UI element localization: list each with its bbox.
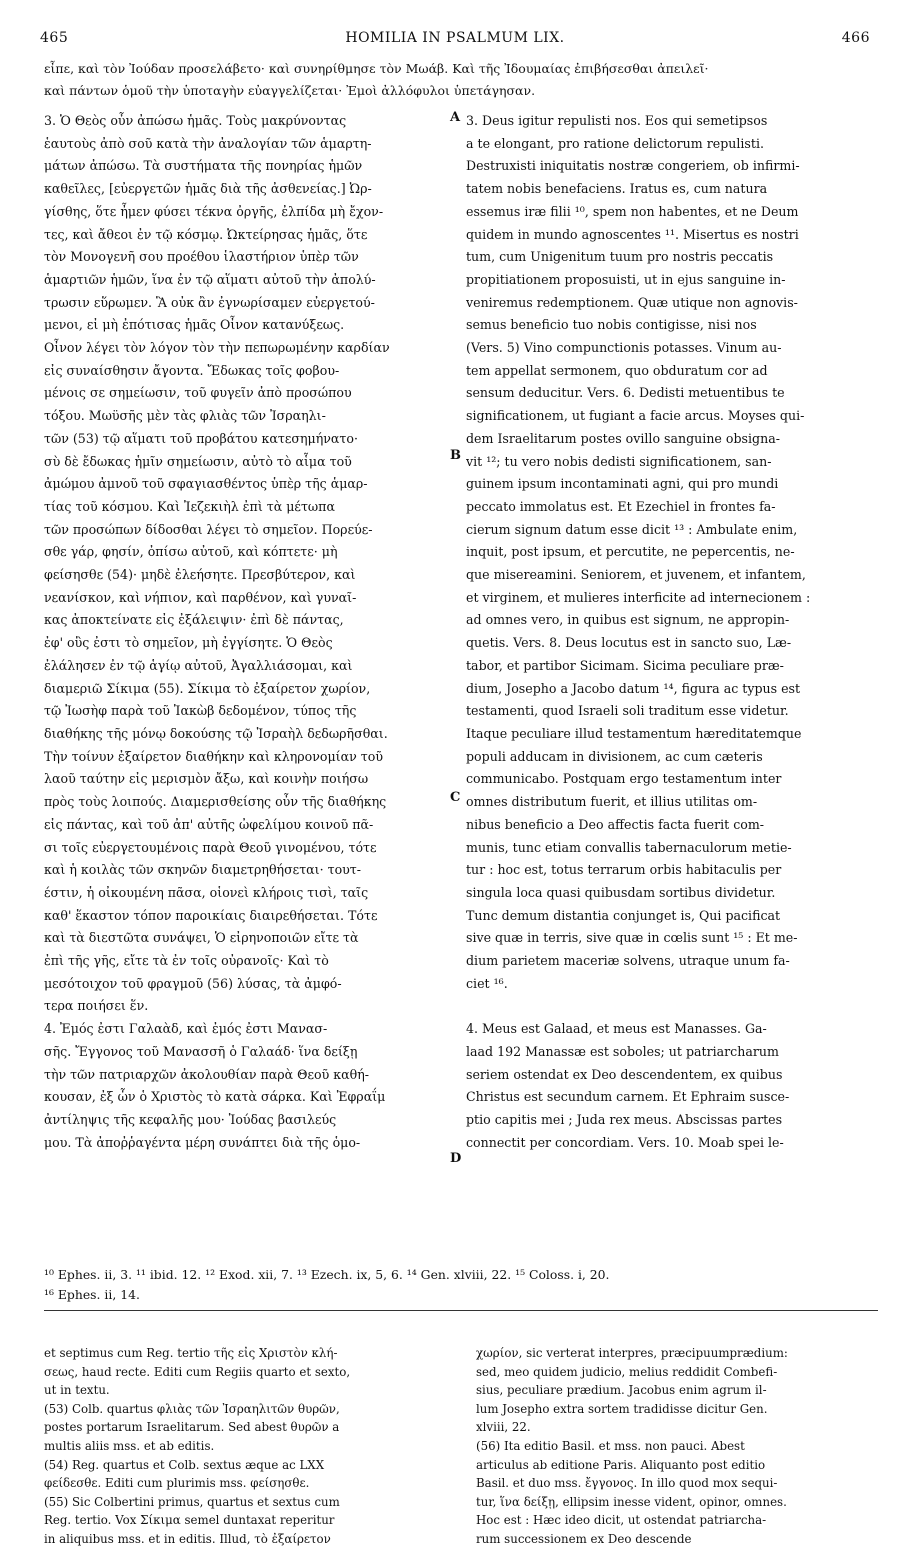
greek-text-line: τὸν Μονογενῆ σου προέθου ἱλαστήριον ὑπὲρ τῶν: [44, 249, 359, 265]
greek-text-line: κουσαν, ἐξ ὧν ὁ Χριστὸς τὸ κατὰ σάρκα. Καὶ Ἐφραΐμ: [44, 1089, 386, 1105]
latin-text-line: 3. Deus igitur repulisti nos. Eos qui semetipsos: [466, 113, 768, 128]
greek-text-line: μεσότοιχον τοῦ φραγμοῦ (56) λύσας, τὰ ἀμφό-: [44, 975, 342, 991]
latin-text-line: tur : hoc est, totus terrarum orbis habitaculis per: [466, 862, 782, 878]
note-line: Reg. tertio. Vox Σίκιμα semel duntaxat reperitur: [44, 1513, 335, 1528]
greek-text-line: 3. Ὁ Θεὸς οὖν ἀπώσω ἡμᾶς. Τοὺς μακρύνοντας: [44, 113, 347, 128]
greek-text-line: τες, καὶ ἄθεοι ἐν τῷ κόσμῳ. Ὠκτείρησας ἡμᾶς, ὅτε: [44, 226, 368, 242]
latin-text-line: dem Israelitarum postes ovillo sanguine obsigna-: [466, 430, 780, 446]
greek-text-line: τῶν προσώπων δίδοσθαι λέγει τὸ σημεῖον. Πορεύε-: [44, 521, 373, 537]
greek-text-line: ἀμώμου ἀμνοῦ τοῦ σφαγιασθέντος ὑπὲρ τῆς ἁμαρ-: [44, 476, 368, 492]
greek-text-line: μάτων ἀπώσω. Τὰ συστήματα τῆς πονηρίας ἡμῶν: [44, 158, 363, 174]
latin-text-line: significationem, ut fugiant a facie arcus. Moyses qui-: [466, 408, 805, 424]
note-line: et septimus cum Reg. tertio τῆς εἰς Χριστὸν κλή-: [44, 1346, 338, 1360]
greek-text-line: ἁμαρτιῶν ἡμῶν, ἵνα ἐν τῷ αἵματι αὐτοῦ τὴν ἀπολύ-: [44, 271, 376, 287]
latin-text-line: guinem ipsum incontaminati agni, qui pro mundi: [466, 476, 779, 492]
latin-text-line: ad omnes vero, in quibus est signum, ne appropin-: [466, 612, 790, 628]
greek-text-line: ἐφ' οὓς ἐστι τὸ σημεῖον, μὴ ἐγγίσητε. Ὁ Θεὸς: [44, 635, 333, 651]
latin-text-line: laad 192 Manassæ est soboles; ut patriarcharum: [466, 1043, 779, 1059]
greek-text-line: σὺ δὲ ἔδωκας ἡμῖν σημείωσιν, αὐτὸ τὸ αἷμα τοῦ: [44, 453, 352, 469]
latin-text-line: testamenti, quod Israeli soli traditum esse videtur.: [466, 703, 789, 719]
footnote-refs: ¹⁶ Ephes. ii, 14.: [44, 1287, 140, 1302]
greek-text-line: σῆς. Ἔγγονος τοῦ Μανασσῆ ὁ Γαλαάδ· ἵνα δείξῃ: [44, 1043, 358, 1059]
greek-text-line: μενοι, εἰ μὴ ἐπότισας ἡμᾶς Οἶνον κατανύξεως.: [44, 317, 345, 333]
note-line: (56) Ita editio Basil. et mss. non pauci. Abest: [476, 1438, 745, 1453]
page-number-left: 465: [40, 30, 69, 46]
intro-greek-text: [44, 58, 874, 102]
latin-text-line: Destruxisti iniquitatis nostræ congeriem, ob infirmi-: [466, 158, 800, 174]
running-header: [40, 30, 870, 52]
page-number-right: 466: [841, 30, 870, 46]
greek-text-line: έστιν, ἡ οἰκουμένη πᾶσα, οἱονεὶ κλήροις τισὶ, ταῖς: [44, 884, 369, 900]
greek-text-line: νεανίσκον, καὶ νήπιον, καὶ παρθένον, καὶ γυναῖ-: [44, 589, 357, 605]
latin-text-line: semus beneficio tuo nobis contigisse, nisi nos: [466, 317, 757, 333]
note-line: rum successionem ex Deo descende: [476, 1531, 692, 1546]
note-line: articulus ab editione Paris. Aliquanto post editio: [476, 1457, 766, 1472]
latin-text-line: tum, cum Unigenitum tuum pro nostris peccatis: [466, 249, 774, 265]
greek-text-line: καθεῖλες, [εὐεργετῶν ἡμᾶς διὰ τῆς ἀσθενείας.] Ὠρ-: [44, 181, 372, 197]
note-line: χωρίον, sic verterat interpres, præcipuumprædium:: [476, 1346, 788, 1360]
latin-text-line: tatem nobis benefaciens. Iratus es, cum natura: [466, 181, 768, 197]
latin-text-line: que misereamini. Seniorem, et juvenem, et infantem,: [466, 567, 806, 583]
margin-marker-a: A: [450, 110, 461, 125]
greek-text-line: διαθήκης τῆς μόνῳ δοκούσης τῷ Ἰσραὴλ δεδωρῆσθαι.: [44, 725, 388, 741]
greek-text-line: διαμεριῶ Σίκιμα (55). Σίκιμα τὸ ἐξαίρετον χωρίον,: [44, 680, 371, 696]
note-line: σεως, haud recte. Editi cum Regiis quarto et sexto,: [44, 1364, 351, 1379]
note-line: sed, meo quidem judicio, melius reddidit Combefi-: [476, 1364, 778, 1379]
note-line: xlviii, 22.: [476, 1420, 531, 1435]
greek-text-line: εἰς συναίσθησιν ἄγοντα. Ἔδωκας τοῖς φοβου-: [44, 362, 340, 378]
latin-text-line: dium parietem maceriæ solvens, utraque unum fa-: [466, 953, 790, 969]
latin-text-line: quetis. Vers. 8. Deus locutus est in sancto suo, Læ-: [466, 635, 792, 651]
greek-text-line: ἑαυτοὺς ἀπὸ σοῦ κατὰ τὴν ἀναλογίαν τῶν ἁμαρτη-: [44, 135, 372, 151]
latin-text-line: Christus est secundum carnem. Et Ephraim susce-: [466, 1089, 790, 1105]
greek-text-line: λαοῦ ταύτην εἰς μερισμὸν ἄξω, καὶ κοινὴν ποιήσω: [44, 771, 369, 787]
text-line: εἶπε, καὶ τὸν Ἰούδαν προσελάβετο· καὶ συνηρίθμησε τὸν Μωάβ. Καὶ τῆς Ἰδουμαίας ἐπιβήσεσθαι ἀπειλεῖ·: [44, 61, 709, 76]
latin-text-line: ciet ¹⁶.: [466, 975, 508, 991]
latin-text-line: veniremus redemptionem. Quæ utique non agnovis-: [466, 294, 798, 310]
note-line: postes portarum Israelitarum. Sed abest θυρῶν a: [44, 1420, 340, 1435]
note-line: lum Josepho extra sortem tradidisse dicitur Gen.: [476, 1401, 768, 1416]
note-line: ut in textu.: [44, 1383, 110, 1398]
latin-text-line: Tunc demum distantia conjunget is, Qui pacificat: [466, 907, 781, 923]
greek-text-line: μένοις σε σημείωσιν, τοῦ φυγεῖν ἀπὸ προσώπου: [44, 385, 352, 401]
latin-text-line: peccato immolatus est. Et Ezechiel in frontes fa-: [466, 498, 776, 514]
greek-text-line: καὶ τὰ διεστῶτα συνάψει, Ὁ εἰρηνοποιῶν εἴτε τὰ: [44, 930, 359, 946]
latin-text-line: cierum signum datum esse dicit ¹³ : Ambulate enim,: [466, 521, 798, 537]
note-line: Hoc est : Hæc ideo dicit, ut ostendat patriarcha-: [476, 1513, 767, 1528]
latin-text-line: [466, 995, 876, 1018]
latin-text-line: inquit, post ipsum, et percutite, ne pepercentis, ne-: [466, 544, 795, 560]
note-line: sius, peculiare prædium. Jacobus enim agrum il-: [476, 1383, 767, 1398]
latin-text-line: sive quæ in terris, sive quæ in cœlis sunt ¹⁵ : Et me-: [466, 930, 798, 946]
greek-text-line: Τὴν τοίνυν ἐξαίρετον διαθήκην καὶ κληρονομίαν τοῦ: [44, 748, 383, 764]
greek-text-line: 4. Ἐμός ἐστι Γαλαὰδ, καὶ ἐμός ἐστι Μανασ-: [44, 1021, 328, 1037]
note-line: φείδεσθε. Editi cum plurimis mss. φείσησθε.: [44, 1476, 310, 1491]
latin-text-line: 4. Meus est Galaad, et meus est Manasses. Ga-: [466, 1021, 767, 1037]
latin-text-line: vit ¹²; tu vero nobis dedisti significationem, san-: [466, 453, 772, 469]
greek-text-line: τερα ποιήσει ἕν.: [44, 998, 149, 1014]
greek-text-line: Οἶνον λέγει τὸν λόγον τὸν τὴν πεπωρωμένην καρδίαν: [44, 340, 390, 356]
latin-text-line: munis, tunc etiam convallis tabernaculorum metie-: [466, 839, 792, 855]
greek-text-line: εἰς πάντας, καὶ τοῦ ἀπ' αὐτῆς ὠφελίμου κοινοῦ πᾶ-: [44, 816, 374, 832]
note-line: in aliquibus mss. et in editis. Illud, τὸ ἐξαίρετον: [44, 1531, 331, 1546]
latin-text-line: quidem in mundo agnoscentes ¹¹. Misertus es nostri: [466, 226, 799, 242]
greek-text-line: καὶ ἡ κοιλὰς τῶν σκηνῶν διαμετρηθήσεται· τουτ-: [44, 862, 362, 878]
latin-text-line: essemus iræ filii ¹⁰, spem non habentes, et ne Deum: [466, 203, 799, 219]
latin-text-line: tem appellat sermonem, quo obduratum cor ad: [466, 362, 768, 378]
greek-text-line: τόξου. Μωϋσῆς μὲν τὰς φλιὰς τῶν Ἰσραηλι-: [44, 408, 326, 424]
latin-text-line: singula loca quasi quibusdam sortibus dividetur.: [466, 884, 776, 900]
latin-text-line: tabor, et partibor Sicimam. Sicima peculiare præ-: [466, 657, 784, 673]
latin-text-line: dium, Josepho a Jacobo datum ¹⁴, figura ac typus est: [466, 680, 801, 696]
latin-text-line: populi adducam in divisionem, ac cum cæteris: [466, 748, 763, 764]
divider: [44, 1310, 878, 1311]
greek-text-line: σθε γάρ, φησίν, ὀπίσω αὐτοῦ, καὶ κόπτετε· μὴ: [44, 544, 338, 560]
greek-text-line: τῷ Ἰωσὴφ παρὰ τοῦ Ἰακὼβ δεδομένον, τύπος τῆς: [44, 703, 357, 719]
note-line: tur, ἵνα δείξῃ, ellipsim inesse vident, opinor, omnes.: [476, 1494, 787, 1509]
greek-text-line: τὴν τῶν πατριαρχῶν ἀκολουθίαν παρὰ Θεοῦ καθή-: [44, 1066, 370, 1082]
note-line: (54) Reg. quartus et Colb. sextus æque ac LXX: [44, 1457, 325, 1472]
note-line: (55) Sic Colbertini primus, quartus et sextus cum: [44, 1494, 340, 1509]
greek-text-line: ἐπὶ τῆς γῆς, εἴτε τὰ ἐν τοῖς οὐρανοῖς· Καὶ τὸ: [44, 953, 329, 969]
greek-text-line: φείσησθε (54)· μηδὲ ἐλεήσητε. Πρεσβύτερον, καὶ: [44, 567, 356, 583]
running-title: HOMILIA IN PSALMUM LIX.: [345, 30, 565, 46]
greek-column: [44, 110, 464, 1154]
notes-left-column: [44, 1344, 449, 1549]
greek-text-line: τρωσιν εὕρωμεν. Ἃ οὐκ ἂν ἐγνωρίσαμεν εὐεργετού-: [44, 294, 375, 310]
margin-marker-c: C: [450, 790, 461, 805]
notes-right-column: [476, 1344, 880, 1549]
greek-text-line: ἐλάλησεν ἐν τῷ ἁγίῳ αὐτοῦ, Ἀγαλλιάσομαι, καὶ: [44, 657, 353, 673]
footnote-refs: ¹⁰ Ephes. ii, 3. ¹¹ ibid. 12. ¹² Exod. xii, 7. ¹³ Ezech. ix, 5, 6. ¹⁴ Gen. xlviii, 22. ¹⁵ Coloss. i, 20.: [44, 1267, 610, 1282]
greek-text-line: τῶν (53) τῷ αἵματι τοῦ προβάτου κατεσημήνατο·: [44, 430, 358, 446]
latin-text-line: et virginem, et mulieres interficite ad internecionem :: [466, 589, 811, 605]
greek-text-line: πρὸς τοὺς λοιπούς. Διαμερισθείσης οὖν τῆς διαθήκης: [44, 794, 387, 810]
latin-column: [466, 110, 876, 1154]
latin-text-line: Itaque peculiare illud testamentum hæreditatemque: [466, 725, 802, 741]
greek-text-line: μου. Τὰ ἀποῤῥαγέντα μέρη συνάπτει διὰ τῆς ὁμο-: [44, 1134, 361, 1150]
latin-text-line: nibus beneficio a Deo affectis facta fuerit com-: [466, 816, 765, 832]
note-line: (53) Colb. quartus φλιὰς τῶν Ἰσραηλιτῶν θυρῶν,: [44, 1401, 340, 1416]
greek-text-line: καθ' ἕκαστον τόπον παροικίαις διαιρεθήσεται. Τότε: [44, 907, 378, 923]
greek-text-line: σι τοῖς εὐεργετουμένοις παρὰ Θεοῦ γινομένου, τότε: [44, 839, 377, 855]
margin-marker-d: D: [450, 1151, 462, 1166]
latin-text-line: a te elongant, pro ratione delictorum repulisti.: [466, 135, 764, 151]
latin-text-line: sensum deducitur. Vers. 6. Dedisti metuentibus te: [466, 385, 785, 401]
greek-text-line: τίας τοῦ κόσμου. Καὶ Ἰεζεκιὴλ ἐπὶ τὰ μέτωπα: [44, 498, 335, 514]
latin-text-line: ptio capitis mei ; Juda rex meus. Abscissas partes: [466, 1111, 783, 1127]
latin-text-line: propitiationem proposuisti, ut in ejus sanguine in-: [466, 271, 786, 287]
latin-text-line: communicabo. Postquam ergo testamentum inter: [466, 771, 782, 787]
margin-marker-b: B: [450, 448, 461, 463]
note-line: multis aliis mss. et ab editis.: [44, 1438, 215, 1453]
greek-text-line: ἀντίληψις τῆς κεφαλῆς μου· Ἰούδας βασιλεύς: [44, 1111, 337, 1127]
latin-text-line: (Vers. 5) Vino compunctionis potasses. Vinum au-: [466, 340, 782, 356]
latin-text-line: connectit per concordiam. Vers. 10. Moab spei le-: [466, 1134, 784, 1150]
greek-text-line: κας ἀποκτείνατε εἰς ἐξάλειψιν· ἐπὶ δὲ πάντας,: [44, 612, 344, 628]
text-line: καὶ πάντων ὁμοῦ τὴν ὑποταγὴν εὐαγγελίζεται· Ἐμοὶ ἀλλόφυλοι ὑπετάγησαν.: [44, 83, 536, 98]
note-line: Basil. et duo mss. ἔγγονος. In illo quod mox sequi-: [476, 1476, 778, 1491]
greek-text-line: γίσθης, ὅτε ἦμεν φύσει τέκνα ὀργῆς, ἐλπίδα μὴ ἔχον-: [44, 203, 384, 219]
latin-text-line: omnes distributum fuerit, et illius utilitas om-: [466, 794, 758, 810]
latin-text-line: seriem ostendat ex Deo descendentem, ex quibus: [466, 1066, 783, 1082]
